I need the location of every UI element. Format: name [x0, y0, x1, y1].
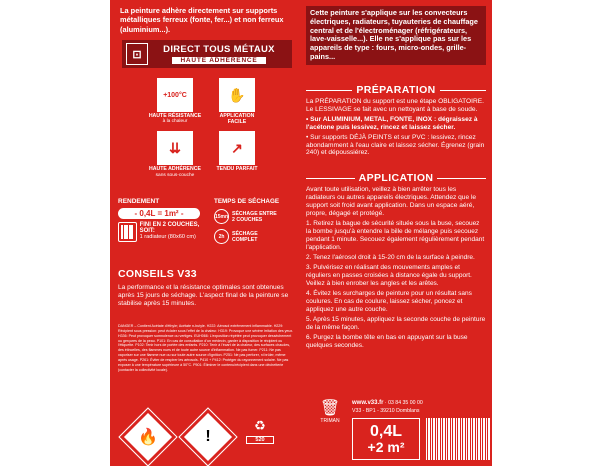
- drying-time-block: [214, 198, 298, 249]
- feature-finish: [210, 131, 264, 178]
- phone-number: 03 84 35 00 00: [388, 400, 423, 406]
- application-p1: Avant toute utilisation, veillez à bien arrêter tous les radiateurs ou autres appareils électriques. Attendez que le support soit froid avant application. Dans un espace aéré, propre, dégagé et protégé.: [306, 186, 477, 217]
- feature-heat: [148, 78, 202, 125]
- background-left: [0, 0, 110, 466]
- application-step: 3. Pulvérisez en réalisant des mouvements amples et réguliers en passes croisées à distance égale du support. Veillez à bien enrober les angles et les arêtes.: [306, 264, 472, 287]
- preparation-heading: PRÉPARATION: [306, 84, 486, 96]
- feature-sub: FACILE: [227, 119, 247, 126]
- address: V33 - BP1 - 39210 Domblans: [352, 407, 420, 414]
- preparation-p3: • Sur supports DÉJÀ PEINTS et sur PVC : lessivez, rincez abondamment à l'eau claire et laissez sécher. Égrenez (grain 240) et dépoussiérez.: [306, 133, 485, 157]
- recycle-code: 520: [246, 436, 274, 444]
- feature-sub: sans sous-couche: [155, 172, 195, 178]
- flame-hazard-icon: 🔥: [120, 409, 177, 466]
- rendement-text: FINI EN 2 COUCHES, SOIT:: [139, 222, 200, 234]
- application-step: 2. Tenez l'aérosol droit à 15-20 cm de la surface à peindre.: [306, 253, 475, 261]
- rendement-block: [118, 198, 200, 242]
- preparation-p2: • Sur ALUMINIUM, METAL, FONTE, INOX : dégraissez à l'acétone puis lessivez, rincez et laissez sécher.: [306, 115, 478, 131]
- thermometer-icon: +100°C: [157, 78, 193, 112]
- application-step: 1. Retirez la bague de sécurité située sous la buse, secouez la bombe jusqu'à entendre la bille de mélange puis secouez pendant 1 minute. Secouez également régulièrement pendant l'application.: [306, 220, 485, 251]
- volume-box: [352, 418, 420, 460]
- rendement-heading: RENDEMENT: [118, 198, 160, 205]
- metal-icon: ⊡: [126, 43, 148, 65]
- recycle-glyph: ♻: [254, 418, 266, 433]
- exclamation-hazard-icon: !: [180, 409, 237, 466]
- feature-title: TENDU PARFAIT: [216, 166, 258, 173]
- preparation-section: [306, 84, 486, 157]
- application-steps: [306, 220, 486, 349]
- application-step: 4. Évitez les surcharges de peinture pour un résultat sans coulures. En cas de coulure, laissez sécher, poncez et appliquez une autre couche.: [306, 290, 472, 313]
- conseils-heading: CONSEILS V33: [118, 268, 197, 280]
- drying-row-line1: SÉCHAGE: [232, 230, 258, 237]
- spray-hand-icon: ✋: [219, 78, 255, 112]
- drying-row-line2: COMPLET: [232, 236, 258, 243]
- intro-text: La peinture adhère directement sur supports métalliques ferreux (fonte, fer...) et non ferreux (aluminium...).: [120, 6, 284, 34]
- feature-application: [210, 78, 264, 125]
- coverage-value: +2 m²: [367, 439, 405, 455]
- drying-row: [214, 209, 298, 224]
- rendement-subtext: 1 radiateur (80x60 cm): [139, 234, 196, 240]
- conseils-block: [118, 268, 294, 309]
- website-url: www.v33.fr: [352, 400, 384, 406]
- direct-metal-banner: [122, 40, 292, 68]
- application-step: 5. Après 15 minutes, appliquez la seconde couche de peinture de la même façon.: [306, 315, 486, 331]
- usage-info-box: Cette peinture s'applique sur les convecteurs électriques, radiateurs, tuyauteries de chauffage central et de l'électroménager (réfrigérateurs, lave-vaisselle...). Elle ne s'applique pas sur les appareils de type : fours, micro-ondes, grille-pains...: [306, 6, 486, 65]
- application-section: [306, 172, 486, 350]
- drying-row-line2: 2 COUCHES: [232, 216, 263, 223]
- background-right: [492, 0, 600, 466]
- feature-sub: à la chaleur: [162, 119, 188, 125]
- triman-logo: [310, 398, 350, 424]
- application-heading: APPLICATION: [306, 172, 486, 184]
- feature-adhesion: [148, 131, 202, 178]
- drying-row: [214, 229, 298, 244]
- preparation-p1: La PRÉPARATION du support est une étape OBLIGATOIRE. Le LESSIVAGE se fait avec un nettoyant à base de soude.: [306, 98, 484, 113]
- feature-title: APPLICATION: [219, 113, 255, 119]
- clock-icon: 15mn: [214, 209, 229, 224]
- barcode: [426, 418, 490, 460]
- feature-title: HAUTE RÉSISTANCE: [148, 113, 202, 119]
- application-step: 6. Purgez la bombe tête en bas en appuyant sur la buse quelques secondes.: [306, 333, 468, 349]
- conseils-text: La performance et la résistance optimales sont obtenues après 15 jours de séchage. L'aspect final de la peinture se stabilise après 15 minutes.: [118, 284, 289, 308]
- volume-value: 0,4L: [369, 423, 402, 440]
- adhesion-arrows-icon: ⇊: [157, 131, 193, 165]
- feature-title: HAUTE ADHÉRENCE: [149, 166, 201, 173]
- drying-row-line1: SÉCHAGE ENTRE: [232, 210, 277, 217]
- banner-subtitle: HAUTE ADHÉRENCE: [172, 57, 265, 64]
- roller-diagonal-icon: ↗: [219, 131, 255, 165]
- safety-legal-text: DANGER – Contient Acétate d'éthyle; Acétate n-butyle. H222: Aérosol extrêmement inflammable. H229: Récipient sous pression: peut éclater sous l'effet de la chaleur. H319: Provoque une sévère irritation des yeux. H336: Peut provoquer somnolence ou vertiges. EUH066: L'exposition répétée peut provoquer dessèchement ou gerçures de la peau. P101: En cas de consultation d'un médecin, garder à disposition le récipient ou l'étiquette. P102: Tenir hors de portée des enfants. P210: Tenir à l'écart de la chaleur, des surfaces chaudes, des étincelles, des flammes nues et de toute autre source d'inflammation. Ne pas fumer. P211: Ne pas vaporiser sur une flamme nue ou sur toute autre source d'ignition. P251: Ne pas perforer, ni brûler, même après usage. P261: Éviter de respirer les aérosols. P410 + P412: Protéger du rayonnement solaire. Ne pas exposer à une température supérieure à 50°C. P501: Éliminer le contenu/récipient dans une déchetterie (contacter la collectivité locale).: [118, 324, 294, 372]
- clock-icon: 2h: [214, 229, 229, 244]
- crossed-bin-icon: 🗑: [319, 400, 341, 417]
- radiator-icon: [118, 222, 137, 242]
- triman-text: TRIMAN: [320, 418, 340, 424]
- rendement-value: - 0,4L = 1m² -: [118, 208, 200, 219]
- feature-icons: [148, 78, 264, 178]
- recycling-icon: [246, 418, 274, 444]
- contact-info: www.v33.fr · 03 84 35 00 00 V33 - BP1 - 39210 Domblans: [352, 400, 492, 415]
- banner-title: DIRECT TOUS MÉTAUX: [163, 44, 275, 55]
- drying-heading: TEMPS DE SÉCHAGE: [214, 198, 280, 205]
